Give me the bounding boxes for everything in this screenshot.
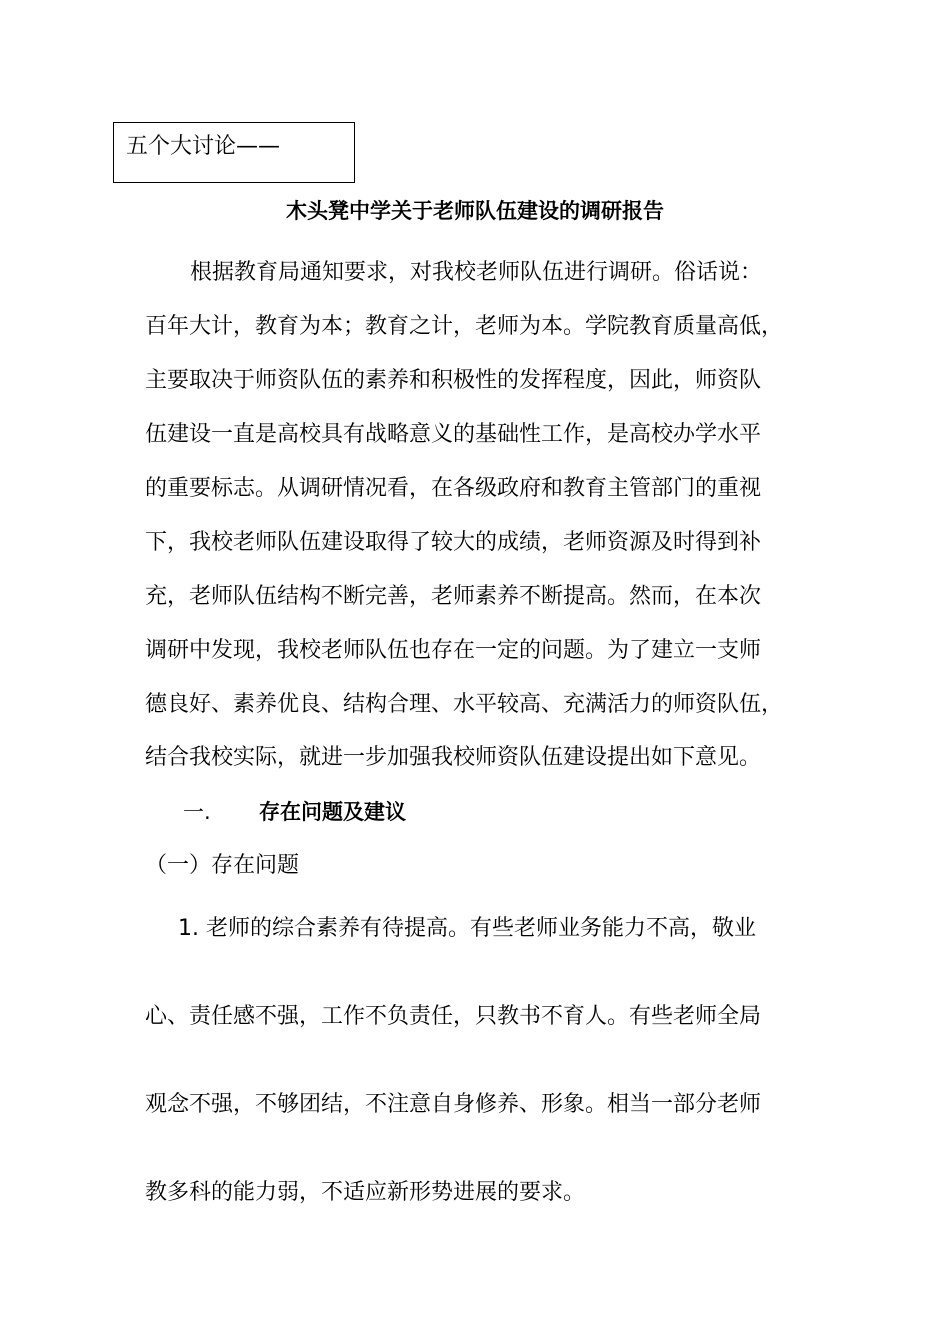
paragraph-line: 结合我校实际，就进一步加强我校师资队伍建设提出如下意见。 bbox=[145, 745, 762, 770]
section-label-box bbox=[113, 122, 355, 183]
paragraph-line: 观念不强，不够团结，不注意自身修养、形象。相当一部分老师 bbox=[145, 1092, 762, 1117]
section-label: 五个大讨论—— bbox=[126, 134, 281, 159]
paragraph-line: 教多科的能力弱，不适应新形势进展的要求。 bbox=[145, 1180, 586, 1205]
section-heading bbox=[183, 797, 406, 827]
paragraph-line: 调研中发现，我校老师队伍也存在一定的问题。为了建立一支师 bbox=[145, 638, 762, 663]
paragraph-line: 下，我校老师队伍建设取得了较大的成绩，老师资源及时得到补 bbox=[145, 530, 762, 555]
paragraph-line: 主要取决于师资队伍的素养和积极性的发挥程度，因此，师资队 bbox=[145, 368, 762, 393]
paragraph-line: 充，老师队伍结构不断完善，老师素养不断提高。然而，在本次 bbox=[145, 584, 762, 609]
paragraph-line: 伍建设一直是高校具有战略意义的基础性工作，是高校办学水平 bbox=[145, 422, 762, 447]
paragraph-line: 百年大计，教育为本；教育之计，老师为本。学院教育质量高低， bbox=[145, 314, 784, 339]
paragraph-line: 1. 老师的综合素养有待提高。有些老师业务能力不高，敬业 bbox=[178, 916, 756, 941]
paragraph-line: 的重要标志。从调研情况看，在各级政府和教育主管部门的重视 bbox=[145, 476, 762, 501]
section-heading-text: 存在问题及建议 bbox=[259, 800, 406, 824]
paragraph-line: 德良好、素养优良、结构合理、水平较高、充满活力的师资队伍， bbox=[145, 692, 784, 717]
document-title: 木头凳中学关于老师队伍建设的调研报告 bbox=[286, 199, 664, 223]
paragraph-line: 心、责任感不强，工作不负责任，只教书不育人。有些老师全局 bbox=[145, 1004, 762, 1029]
paragraph-line: 根据教育局通知要求，对我校老师队伍进行调研。俗话说： bbox=[190, 260, 763, 285]
subsection-heading: （一）存在问题 bbox=[145, 853, 300, 878]
section-number: 一. bbox=[183, 800, 211, 824]
